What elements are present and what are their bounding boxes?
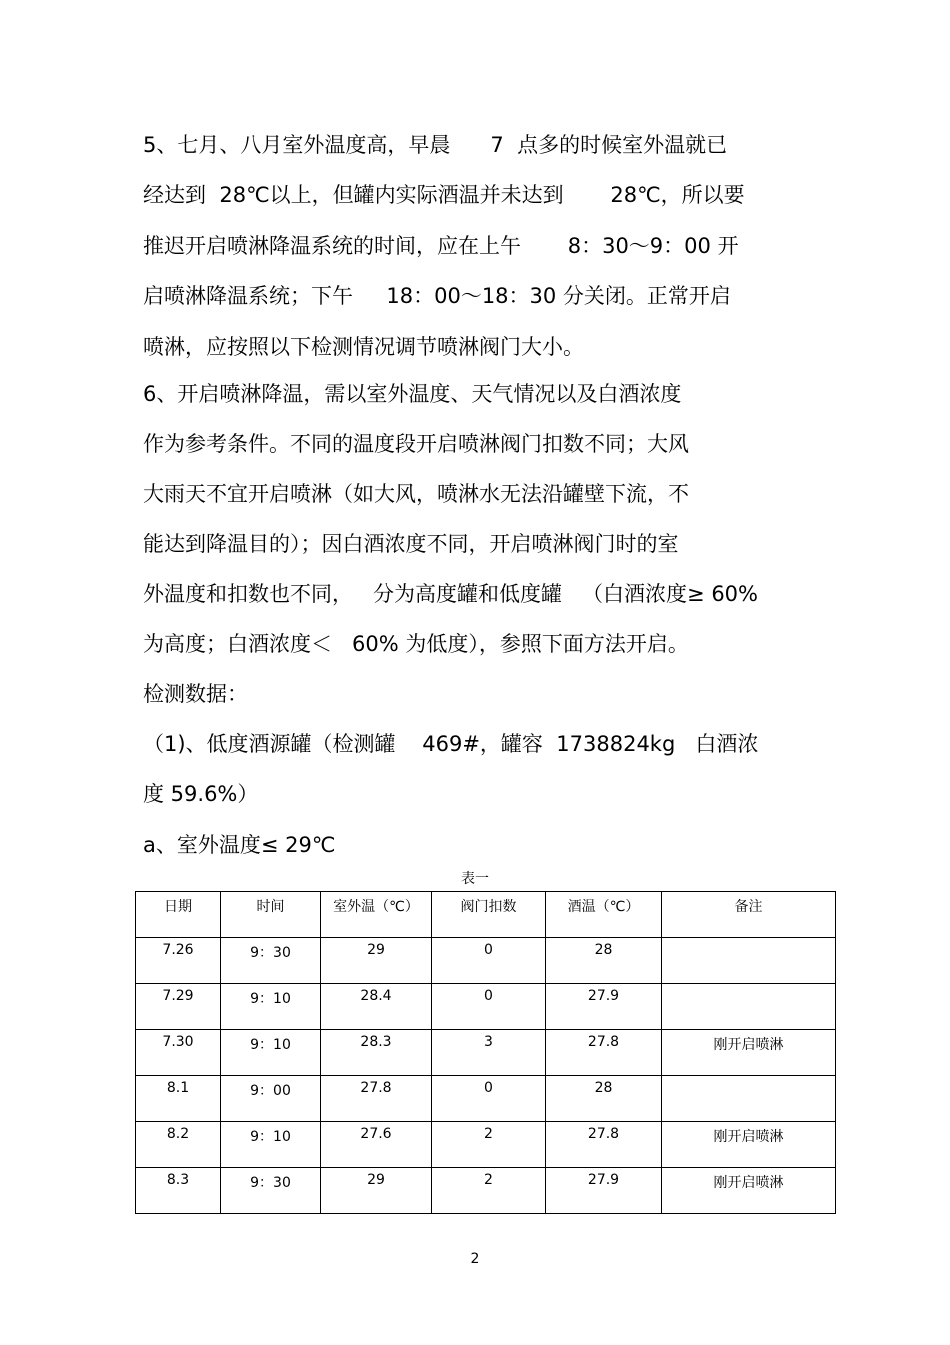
table-cell: 0 <box>432 1076 546 1122</box>
table-cell: 刚开启喷淋 <box>662 1168 836 1214</box>
table-cell: 3 <box>432 1030 546 1076</box>
table-cell: 2 <box>432 1122 546 1168</box>
paragraph-line: 外温度和扣数也不同， 分为高度罐和低度罐 （白酒浓度≥ 60% <box>143 582 758 606</box>
paragraph-line: 为高度；白酒浓度＜ 60% 为低度），参照下面方法开启。 <box>143 632 689 656</box>
table-caption: 表一 <box>461 871 489 887</box>
header-liquor-temp: 酒温（℃） <box>546 892 662 938</box>
paragraph-line: 经达到 28℃以上，但罐内实际酒温并未达到 28℃，所以要 <box>143 183 745 207</box>
header-date: 日期 <box>136 892 221 938</box>
header-valve-turns: 阀门扣数 <box>432 892 546 938</box>
paragraph-line: 大雨天不宜开启喷淋（如大风，喷淋水无法沿罐壁下流，不 <box>143 482 689 506</box>
paragraph-line: 作为参考条件。不同的温度段开启喷淋阀门扣数不同；大风 <box>143 432 689 456</box>
page-number: 2 <box>470 1251 480 1267</box>
table-cell: 刚开启喷淋 <box>662 1122 836 1168</box>
table-cell: 29 <box>321 938 432 984</box>
paragraph-line: 度 59.6%） <box>143 782 259 806</box>
table-cell <box>662 938 836 984</box>
table-cell: 9：10 <box>221 984 321 1030</box>
paragraph-line: 6、开启喷淋降温，需以室外温度、天气情况以及白酒浓度 <box>143 382 682 406</box>
table-cell: 27.9 <box>546 1168 662 1214</box>
table-cell: 27.8 <box>321 1076 432 1122</box>
table-header-row <box>136 892 836 938</box>
section-label: 检测数据： <box>143 682 248 706</box>
table-cell: 29 <box>321 1168 432 1214</box>
table-row <box>136 1122 836 1168</box>
table-row <box>136 1168 836 1214</box>
table-cell: 9：10 <box>221 1030 321 1076</box>
table-cell: 8.3 <box>136 1168 221 1214</box>
table-cell: 27.8 <box>546 1122 662 1168</box>
table-cell: 27.9 <box>546 984 662 1030</box>
table-cell: 27.8 <box>546 1030 662 1076</box>
table-cell: 2 <box>432 1168 546 1214</box>
table-cell: 28 <box>546 1076 662 1122</box>
table-cell: 27.6 <box>321 1122 432 1168</box>
table-cell <box>662 984 836 1030</box>
paragraph-line: （1)、低度酒源罐（检测罐 469#，罐容 1738824kg 白酒浓 <box>143 732 759 756</box>
table-row <box>136 1076 836 1122</box>
header-remarks: 备注 <box>662 892 836 938</box>
header-time: 时间 <box>221 892 321 938</box>
table-cell: 9：10 <box>221 1122 321 1168</box>
table-cell: 8.1 <box>136 1076 221 1122</box>
table-row <box>136 1030 836 1076</box>
table-cell: 7.30 <box>136 1030 221 1076</box>
paragraph-line: 能达到降温目的）；因白酒浓度不同，开启喷淋阀门时的室 <box>143 532 679 556</box>
table-cell: 9：00 <box>221 1076 321 1122</box>
paragraph-line: 推迟开启喷淋降温系统的时间，应在上午 8：30～9：00 开 <box>143 234 739 258</box>
table-cell: 7.29 <box>136 984 221 1030</box>
data-table <box>135 891 836 1214</box>
subsection-label: a、室外温度≤ 29℃ <box>143 833 336 857</box>
table-row <box>136 938 836 984</box>
paragraph-line: 喷淋，应按照以下检测情况调节喷淋阀门大小。 <box>143 335 584 359</box>
table-cell: 28.4 <box>321 984 432 1030</box>
table-row <box>136 984 836 1030</box>
table-cell: 28 <box>546 938 662 984</box>
table-cell: 28.3 <box>321 1030 432 1076</box>
table-cell: 9：30 <box>221 1168 321 1214</box>
table-cell: 0 <box>432 984 546 1030</box>
paragraph-line: 5、七月、八月室外温度高，早晨 7 点多的时候室外温就已 <box>143 133 728 157</box>
table-cell: 刚开启喷淋 <box>662 1030 836 1076</box>
header-outdoor-temp: 室外温（℃） <box>321 892 432 938</box>
table-cell: 8.2 <box>136 1122 221 1168</box>
table-cell: 7.26 <box>136 938 221 984</box>
paragraph-line: 启喷淋降温系统；下午 18：00～18：30 分关闭。正常开启 <box>143 284 731 308</box>
table-cell <box>662 1076 836 1122</box>
table-cell: 0 <box>432 938 546 984</box>
table-cell: 9：30 <box>221 938 321 984</box>
